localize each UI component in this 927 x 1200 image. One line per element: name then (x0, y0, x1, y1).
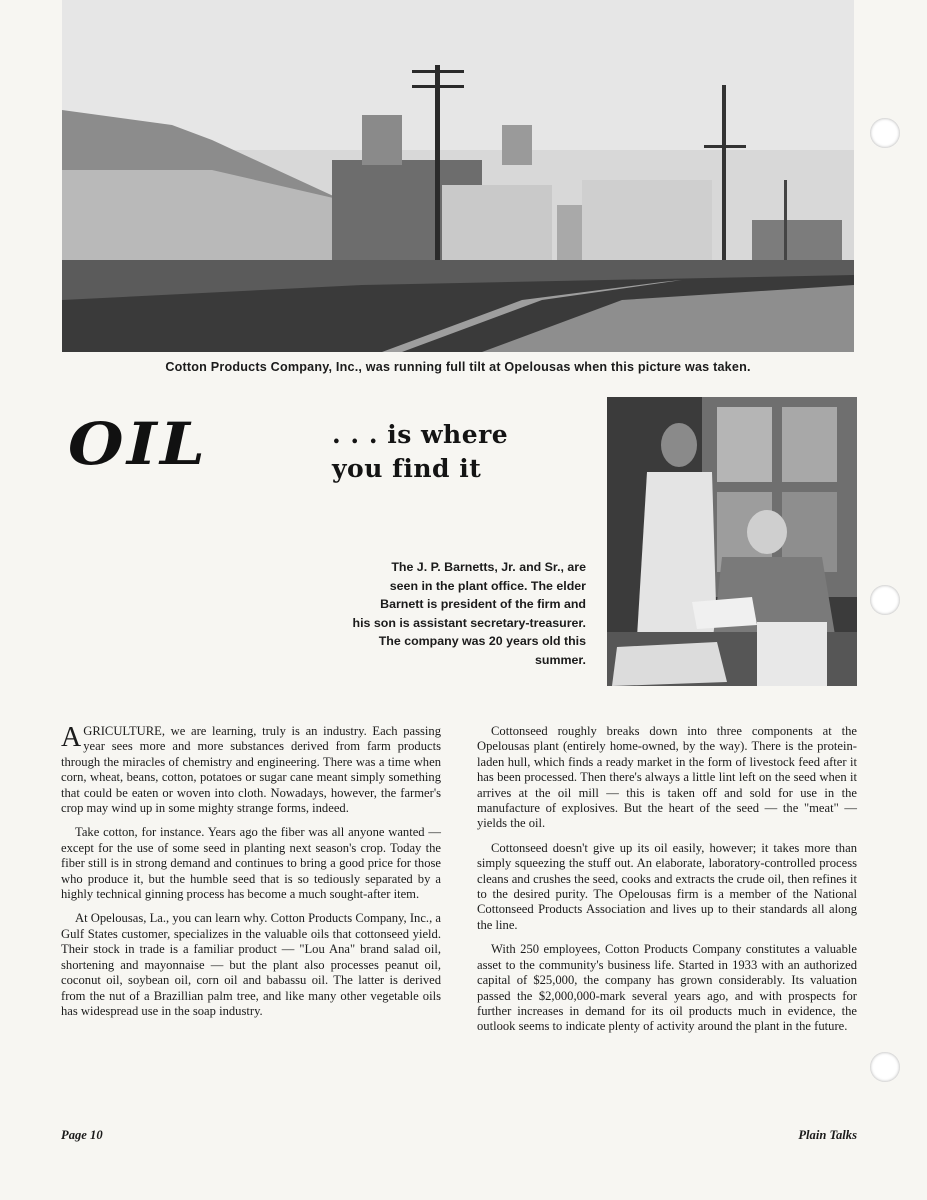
article-paragraph (61, 724, 441, 816)
office-photo (607, 397, 857, 686)
plant-photo (62, 0, 854, 352)
office-photo-caption (330, 558, 586, 669)
caption-line: his son is assistant secretary-treasurer. (352, 615, 586, 630)
headline-subtitle (332, 418, 562, 486)
binder-hole (870, 118, 900, 148)
caption-line: Barnett is president of the firm and (380, 597, 586, 611)
plant-photo-caption: Cotton Products Company, Inc., was running full tilt at Opelousas when this picture was taken. (165, 360, 751, 374)
article-paragraph: Take cotton, for instance. Years ago the fiber was all anyone wanted — except for the use of some seed in planting next season's crop. Today the fiber still is in strong demand and continues to bring a good price for those who produce it, but the humble seed that is so tediously separated by a highly technical ginning process has become a much sought-after item. (61, 825, 441, 902)
paragraph-text: GRICULTURE, we are learning, truly is an industry. Each passing year sees more and more substances derived from farm products through the miracles of chemistry and engineering. There was a time when corn, wheat, beans, cotton, potatoes or sugar cane meant simply something that could be eaten or woven into cloth. Nowadays, however, the farmer's crop may wind up in some mighty strange forms, indeed. (61, 724, 441, 816)
caption-line: The J. P. Barnetts, Jr. and Sr., are (391, 560, 586, 574)
caption-line: summer. (535, 652, 586, 667)
headline-title: OIL (68, 410, 209, 478)
publication-name: Plain Talks (798, 1128, 857, 1142)
article-paragraph: Cottonseed roughly breaks down into three components at the Opelousas plant (entirely home-owned, by the way). There is the protein-laden hull, which finds a ready market in the form of livestock feed after it has been processed. Then there's always a little lint left on the seed when it arrives at the oil mill — this is taken off and sold for use in the manufacture of explosives. But the heart of the seed — the "meat" — yields the oil. (477, 724, 857, 831)
page-number: Page 10 (61, 1128, 103, 1142)
article-paragraph: At Opelousas, La., you can learn why. Cotton Products Company, Inc., a Gulf States customer, specializes in the valuable oils that cottonseed yield. Their stock in trade is a familiar product — "Lou Ana" brand salad oil, shortening and mayonnaise — but the plant also processes peanut oil, coconut oil, soybean oil, corn oil and babassu oil. The latter is derived from the nut of a Brazillian palm tree, and like many other vegetable oils has widespread use in the soap industry. (61, 911, 441, 1018)
caption-line: The company was 20 years old this (378, 634, 586, 648)
drop-cap: A (61, 722, 82, 753)
article-paragraph: Cottonseed doesn't give up its oil easily, however; it takes more than simply squeezing the stuff out. An elaborate, laboratory-controlled process cleans and crushes the seed, cooks and extracts the crude oil, then refines it to the desired purity. The Opelousas firm is a member of the National Cottonseed Products Association and lives up to their standards all along the line. (477, 840, 857, 932)
article-left-column (61, 724, 441, 1028)
binder-hole (870, 585, 900, 615)
article-right-column (477, 724, 857, 1044)
subtitle-line-2: you find it (332, 454, 482, 483)
subtitle-line-1: . . . is where (332, 420, 509, 449)
binder-hole (870, 1052, 900, 1082)
article-paragraph: With 250 employees, Cotton Products Company constitutes a valuable asset to the community's business life. Started in 1933 with an authorized capital of $25,000, the company has grown considerably. Its valuation passed the $2,000,000-mark several years ago, and with prospects for further increases in demand for its oil products much in evidence, the outlook seems to indicate plenty of activity around the plant in the future. (477, 942, 857, 1034)
caption-line: seen in the plant office. The elder (389, 578, 586, 593)
